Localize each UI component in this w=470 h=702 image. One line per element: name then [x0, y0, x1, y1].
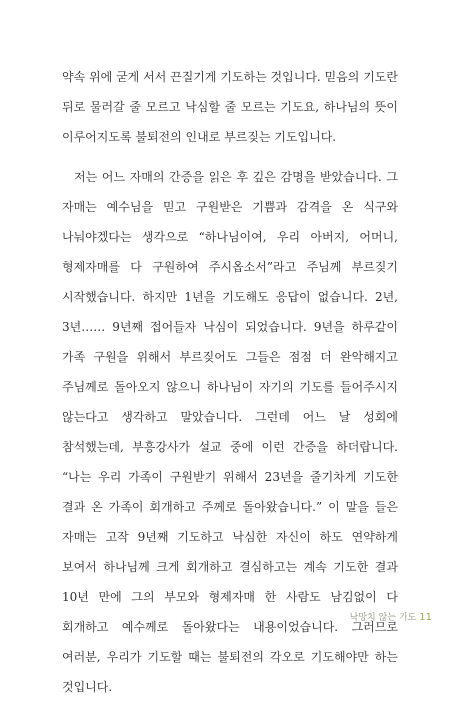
running-title: 낙망치 않는 기도	[349, 613, 417, 623]
page-number: 11	[419, 612, 432, 623]
paragraph-2: 저는 어느 자매의 간증을 읽은 후 깊은 감명을 받았습니다. 그 자매는 예수님을 믿고 구원받은 기쁨과 감격을 온 식구와 나눠야겠다는 생각으로 “하나님이여, 우리 아버지, 어머니, 형제자매를 다 구원하여 주시옵소서”라고 주님께 부르짖기 시작했습니다. 하지만 1년을 기도해도 응답이 없습니다. 2년, 3년…… 9년째 접어들자 낙심이 되었습니다. 9년을 하루같이 가족 구원을 위해서 부르짖어도 그들은 점점 더 완악해지고 주님께로 돌아오지 않으니 하나님이 자기의 기도를 들어주시지 않는다고 생각하고 말았습니다. 그런데 어느 날 성회에 참석했는데, 부흥강사가 설교 중에 이런 간증을 하더랍니다. “나는 우리 가족이 구원받기 위해서 23년을 줄기차게 기도한 결과 온 가족이 회개하고 주께로 돌아왔습니다.” 이 말을 들은 자매는 고작 9년째 기도하고 낙심한 자신이 하도 연약하게 보여서 하나님께 크게 회개하고 결심하고는 계속 기도한 결과 10년 만에 그의 부모와 형제자매 한 사람도 남김없이 다 회개하고 예수께로 돌아왔다는 내용이었습니다. 그러므로 여러분, 우리가 기도할 때는 불퇴전의 각오로 기도해야만 하는 것입니다.	[62, 170, 398, 694]
paragraph-1: 약속 위에 굳게 서서 끈질기게 기도하는 것입니다. 믿음의 기도란 뒤로 물러갈 줄 모르고 낙심할 줄 모르는 기도요, 하나님의 뜻이 이루어지도록 불퇴전의 인내로 부르짖는 기도입니다.	[62, 70, 398, 144]
page-footer	[350, 610, 432, 623]
